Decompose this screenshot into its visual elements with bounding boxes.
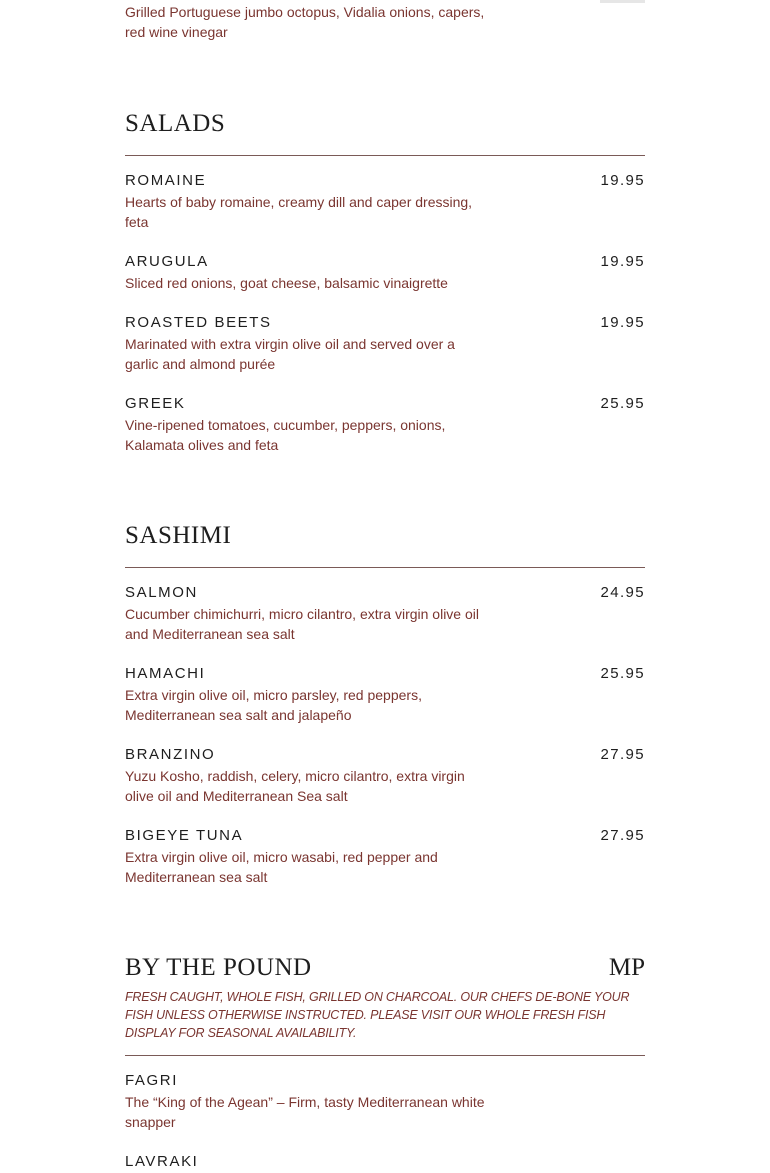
section-title-sashimi: SASHIMI (125, 522, 232, 549)
menu-item-octopus (125, 2, 645, 42)
item-name: SALMON (125, 584, 198, 601)
item-description: Marinated with extra virgin olive oil and served over a garlic and almond purée (125, 336, 455, 372)
item-price: 27.95 (600, 746, 645, 763)
item-price: 19.95 (600, 253, 645, 270)
item-name: FAGRI (125, 1072, 179, 1089)
item-price: 19.95 (600, 314, 645, 331)
menu-item (125, 745, 645, 806)
item-price: 27.95 (600, 827, 645, 844)
item-name: ARUGULA (125, 253, 209, 270)
menu-item (125, 394, 645, 455)
section-divider (125, 567, 645, 568)
item-name: ROMAINE (125, 172, 207, 189)
menu-item (125, 252, 645, 293)
section-price-mp: MP (608, 954, 645, 981)
menu-item (125, 1152, 645, 1173)
item-name: GREEK (125, 395, 186, 412)
item-description: Extra virgin olive oil, micro wasabi, red pepper and Mediterranean sea salt (125, 849, 438, 885)
item-description: Yuzu Kosho, raddish, celery, micro cilantro, extra virgin olive oil and Mediterranean Sea salt (125, 768, 465, 804)
menu-item (125, 826, 645, 887)
item-description: Extra virgin olive oil, micro parsley, red peppers, Mediterranean sea salt and jalapeño (125, 687, 422, 723)
item-description: The “King of the Agean” – Firm, tasty Mediterranean white snapper (125, 1094, 485, 1130)
menu-item (125, 171, 645, 232)
item-name: HAMACHI (125, 665, 206, 682)
partial-price-mark (600, 0, 645, 3)
item-description: Vine-ripened tomatoes, cucumber, peppers, onions, Kalamata olives and feta (125, 417, 446, 453)
item-price: 24.95 (600, 584, 645, 601)
item-name: BRANZINO (125, 746, 216, 763)
section-divider (125, 1055, 645, 1056)
section-note: FRESH CAUGHT, WHOLE FISH, GRILLED ON CHARCOAL. OUR CHEFS DE-BONE YOUR FISH UNLESS OTHERWISE INSTRUCTED. PLEASE VISIT OUR WHOLE FRESH FISH DISPLAY FOR SEASONAL AVAILABILITY. (125, 990, 630, 1040)
section-title-salads: SALADS (125, 110, 226, 137)
item-price: 25.95 (600, 395, 645, 412)
item-name: BIGEYE TUNA (125, 827, 244, 844)
item-description: Cucumber chimichurri, micro cilantro, extra virgin olive oil and Mediterranean sea salt (125, 606, 479, 642)
item-description: Grilled Portuguese jumbo octopus, Vidalia onions, capers, red wine vinegar (125, 4, 485, 40)
menu-item (125, 583, 645, 644)
item-description: Hearts of baby romaine, creamy dill and caper dressing, feta (125, 194, 473, 230)
item-description: Sliced red onions, goat cheese, balsamic vinaigrette (125, 275, 448, 291)
section-title-by-the-pound: BY THE POUND (125, 954, 312, 981)
item-name: LAVRAKI (125, 1153, 199, 1170)
item-price: 25.95 (600, 665, 645, 682)
menu-item (125, 313, 645, 374)
item-price: 19.95 (600, 172, 645, 189)
section-divider (125, 155, 645, 156)
menu-item (125, 1071, 645, 1132)
item-name: ROASTED BEETS (125, 314, 272, 331)
menu-item (125, 664, 645, 725)
